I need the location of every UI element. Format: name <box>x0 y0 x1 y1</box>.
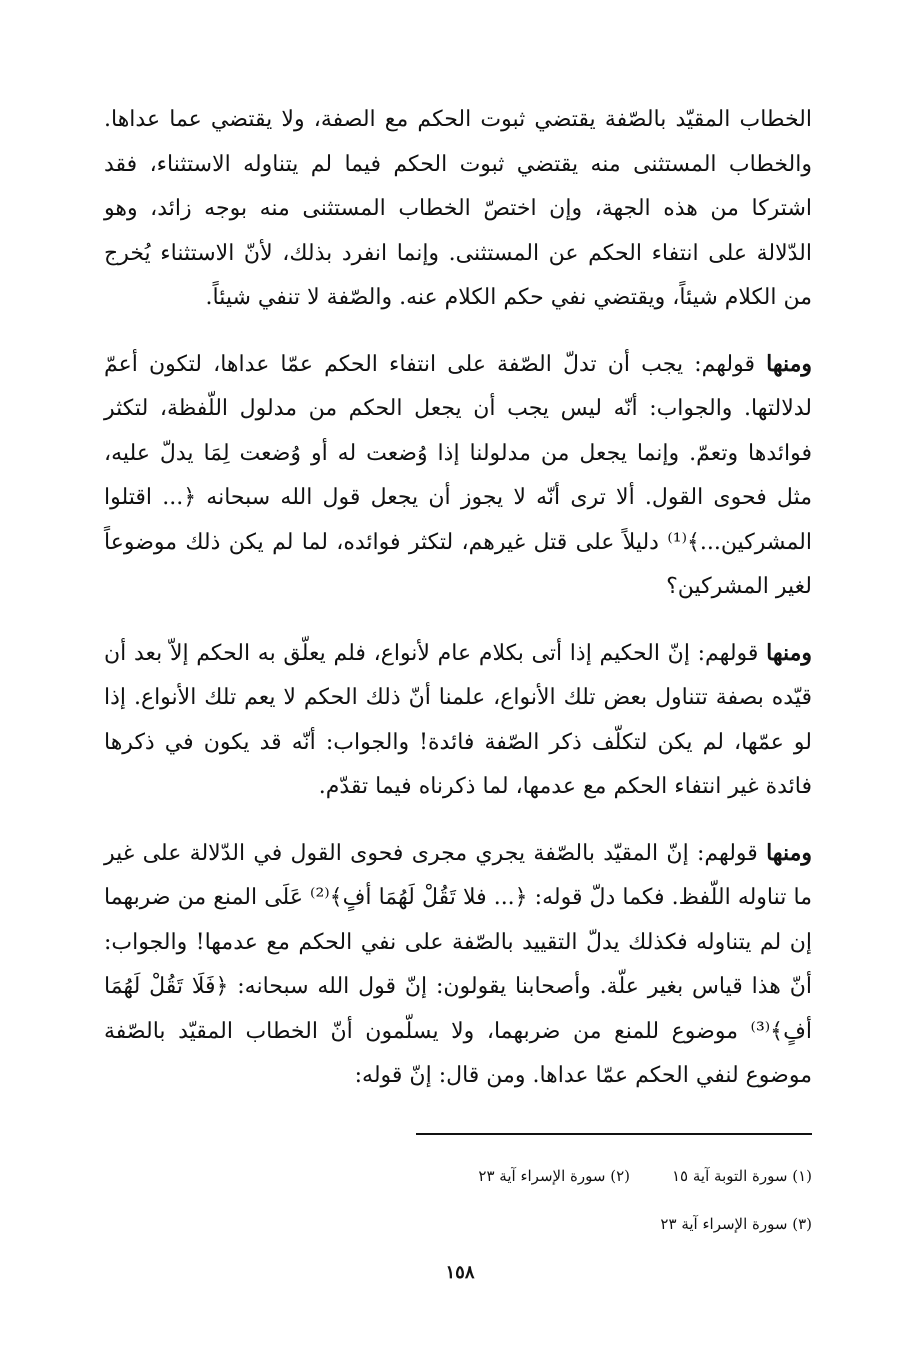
paragraph-4-text: قولهم: إنّ المقيّد بالصّفة يجري مجرى فحوى القول في الدّلالة على غير ما تناوله اللّفظ. فكما دلّ قوله: ﴿... فلا تَقُلْ لَهُمَا أفٍ﴾⁽²⁾ عَلَى المنع من ضربهما إن لم يتناوله فكذلك يدلّ التقييد بالصّفة على نفي الحكم مع عدمها! والجواب: أنّ هذا قياس بغير علّة. وأصحابنا يقولون: إنّ قول الله سبحانه: ﴿فَلَا تَقُلْ لَهُمَا أفٍ﴾⁽³⁾ موضوع للمنع من ضربهما، ولا يسلّمون أنّ الخطاب المقيّد بالصّفة موضوع لنفي الحكم عمّا عداها. ومن قال: إنّ قوله: <box>104 840 812 1088</box>
footnote-row-2 <box>104 1200 812 1248</box>
footnote-separator <box>416 1133 812 1135</box>
paragraph-2 <box>104 342 812 610</box>
paragraph-4-lead: ومنها <box>766 839 812 866</box>
footnote-3: (٣) سورة الإسراء آية ٢٣ <box>660 1215 812 1233</box>
footnote-2: (٢) سورة الإسراء آية ٢٣ <box>478 1167 630 1185</box>
paragraph-1 <box>104 98 812 321</box>
footnote-row-1 <box>104 1152 812 1200</box>
page-number: ١٥٨ <box>445 1262 475 1283</box>
paragraph-3 <box>104 631 812 810</box>
paragraph-3-lead: ومنها <box>766 639 812 666</box>
footnote-1: (١) سورة التوبة آية ١٥ <box>671 1167 812 1185</box>
paragraph-1-text: الخطاب المقيّد بالصّفة يقتضي ثبوت الحكم مع الصفة، ولا يقتضي عما عداها. والخطاب المستثنى منه يقتضي ثبوت الحكم فيما لم يتناوله الاستثناء، فقد اشتركا من هذه الجهة، وإن اختصّ الخطاب المستثنى منه بوجه زائد، وهو الدّلالة على انتفاء الحكم عن المستثنى. وإنما انفرد بذلك، لأنّ الاستثناء يُخرج من الكلام شيئاً، ويقتضي نفي حكم الكلام عنه. والصّفة لا تنفي شيئاً. <box>104 107 812 310</box>
paragraph-2-lead: ومنها <box>766 350 812 377</box>
paragraph-2-text: قولهم: يجب أن تدلّ الصّفة على انتفاء الحكم عمّا عداها، لتكون أعمّ لدلالتها. والجواب: أنّه ليس يجب أن يجعل الحكم من مدلول اللّفظة، لتكثر فوائدها وتعمّ. وإنما يجعل من مدلولنا إذا وُضعت له أو وُضعت لِمَا يدلّ عليه، مثل فحوى القول. ألا ترى أنّه لا يجوز أن يجعل قول الله سبحانه ﴿... اقتلوا المشركين...﴾⁽¹⁾ دليلاً على قتل غيرهم، لتكثر فوائده، لما لم يكن ذلك موضوعاً لغير المشركين؟ <box>104 351 812 599</box>
footnotes <box>104 1152 812 1248</box>
paragraph-3-text: قولهم: إنّ الحكيم إذا أتى بكلام عام لأنواع، فلم يعلّق به الحكم إلاّ بعد أن قيّده بصفة تتناول بعض تلك الأنواع، علمنا أنّ ذلك الحكم لا يعم تلك الأنواع. إذا لو عمّها، لم يكن لتكلّف ذكر الصّفة فائدة! والجواب: أنّه قد يكون في ذكرها فائدة غير انتفاء الحكم مع عدمها، لما ذكرناه فيما تقدّم. <box>104 640 812 799</box>
paragraph-4 <box>104 831 812 1099</box>
body-text <box>104 98 812 1099</box>
